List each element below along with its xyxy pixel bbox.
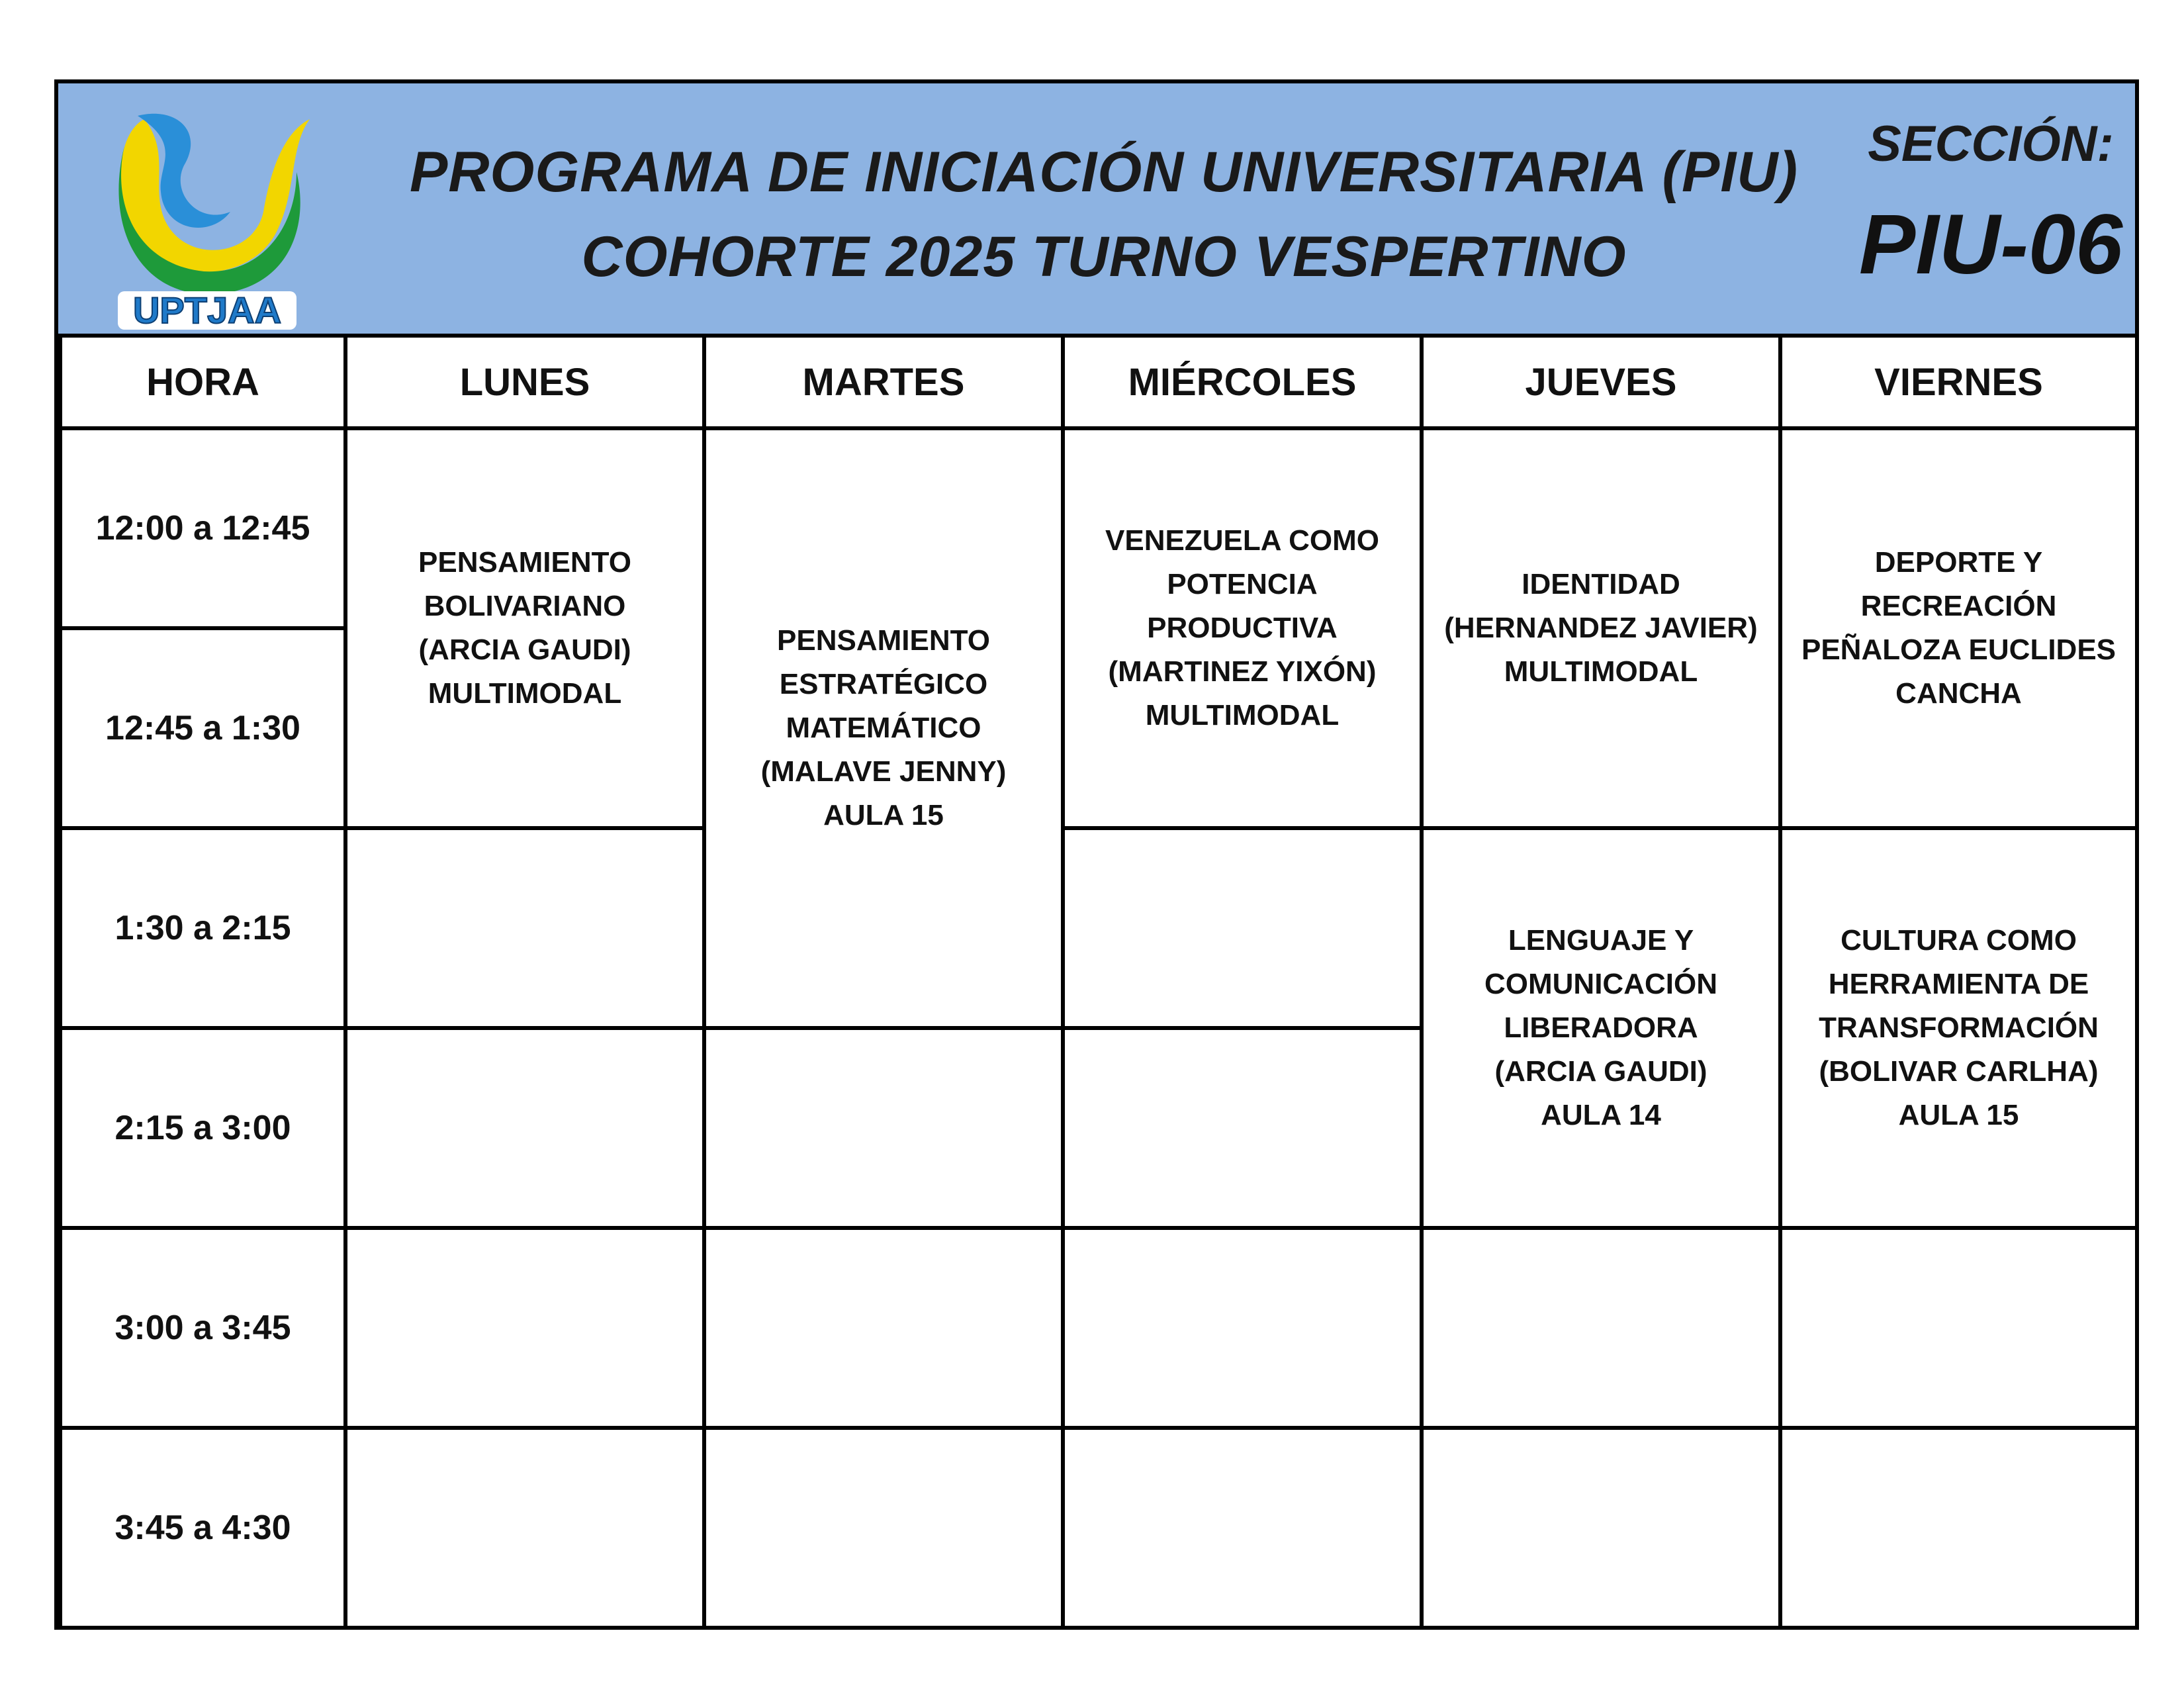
empty-cell [704,1028,1063,1228]
class-line: (MARTINEZ YIXÓN) [1108,655,1377,688]
column-header-martes: MARTES [704,336,1063,428]
column-header-hora: HORA [60,336,345,428]
class-line: (BOLIVAR CARLHA) [1819,1055,2099,1088]
class-line: ESTRATÉGICO [779,668,988,700]
empty-cell [345,1228,704,1428]
column-header-lunes: LUNES [345,336,704,428]
class-line: AULA 15 [823,799,944,831]
time-cell: 3:45 a 4:30 [60,1428,345,1628]
class-line: PENSAMIENTO [777,624,990,657]
column-header-viernes: VIERNES [1780,336,2137,428]
class-line: PEÑALOZA EUCLIDES [1801,633,2116,666]
empty-cell [1063,1428,1422,1628]
column-header-miercoles: MIÉRCOLES [1063,336,1422,428]
empty-cell [1780,1228,2137,1428]
class-line: MULTIMODAL [1145,699,1340,731]
empty-cell [345,1028,704,1228]
section-code: PIU-06 [1858,197,2123,292]
time-cell: 3:00 a 3:45 [60,1228,345,1428]
class-line: (ARCIA GAUDI) [1494,1055,1707,1088]
class-cell-lunes [345,428,704,828]
class-cell-miercoles [1063,428,1422,828]
schedule-sheet [54,79,2139,1630]
class-cell-martes [704,428,1063,1028]
uptjaa-logo-icon [98,93,316,331]
class-line: BOLIVARIANO [424,590,626,622]
time-cell: 12:00 a 12:45 [60,428,345,628]
class-line: AULA 14 [1541,1099,1661,1131]
class-line: (MALAVE JENNY) [760,755,1007,788]
class-line: COMUNICACIÓN [1484,968,1717,1000]
column-header-jueves: JUEVES [1422,336,1780,428]
header-banner [58,83,2135,338]
class-line: TRANSFORMACIÓN [1819,1011,2099,1044]
class-cell-jueves [1422,428,1780,828]
empty-cell [1422,1228,1780,1428]
class-line: POTENCIA PRODUCTIVA [1147,568,1338,644]
class-line: IDENTIDAD [1522,568,1680,600]
class-line: LENGUAJE Y [1508,924,1694,957]
class-line: MULTIMODAL [428,677,622,710]
class-line: DEPORTE Y RECREACIÓN [1860,546,2057,622]
empty-cell [1422,1428,1780,1628]
empty-cell [345,1428,704,1628]
time-cell: 1:30 a 2:15 [60,828,345,1028]
class-cell-jueves [1422,828,1780,1228]
table-row [60,1428,2137,1628]
class-line: PENSAMIENTO [418,546,631,579]
class-line: LIBERADORA [1504,1011,1698,1044]
section-label: SECCIÓN: [1868,116,2114,172]
empty-cell [704,1428,1063,1628]
header-row [60,336,2137,428]
class-line: HERRAMIENTA DE [1828,968,2089,1000]
class-line: CULTURA COMO [1841,924,2077,957]
empty-cell [1063,1028,1422,1228]
empty-cell [1063,1228,1422,1428]
empty-cell [345,828,704,1028]
class-line: CANCHA [1895,677,2022,710]
page-title [349,130,1858,299]
table-row [60,1228,2137,1428]
empty-cell [1063,828,1422,1028]
title-line-2: COHORTE 2025 TURNO VESPERTINO [581,225,1627,289]
class-line: (ARCIA GAUDI) [418,633,631,666]
empty-cell [1780,1428,2137,1628]
time-cell: 12:45 a 1:30 [60,628,345,828]
table-row [60,428,2137,628]
class-line: MULTIMODAL [1504,655,1698,688]
time-cell: 2:15 a 3:00 [60,1028,345,1228]
class-line: VENEZUELA COMO [1105,524,1379,557]
schedule-table [58,334,2139,1630]
empty-cell [704,1228,1063,1428]
logo-text: UPTJAA [132,289,282,331]
table-row [60,828,2137,1028]
class-line: MATEMÁTICO [786,712,981,744]
class-cell-viernes [1780,428,2137,828]
class-line: (HERNANDEZ JAVIER) [1444,612,1758,644]
class-cell-viernes [1780,828,2137,1228]
class-line: AULA 15 [1898,1099,2019,1131]
title-line-1: PROGRAMA DE INICIACIÓN UNIVERSITARIA (PIU) [409,140,1799,204]
